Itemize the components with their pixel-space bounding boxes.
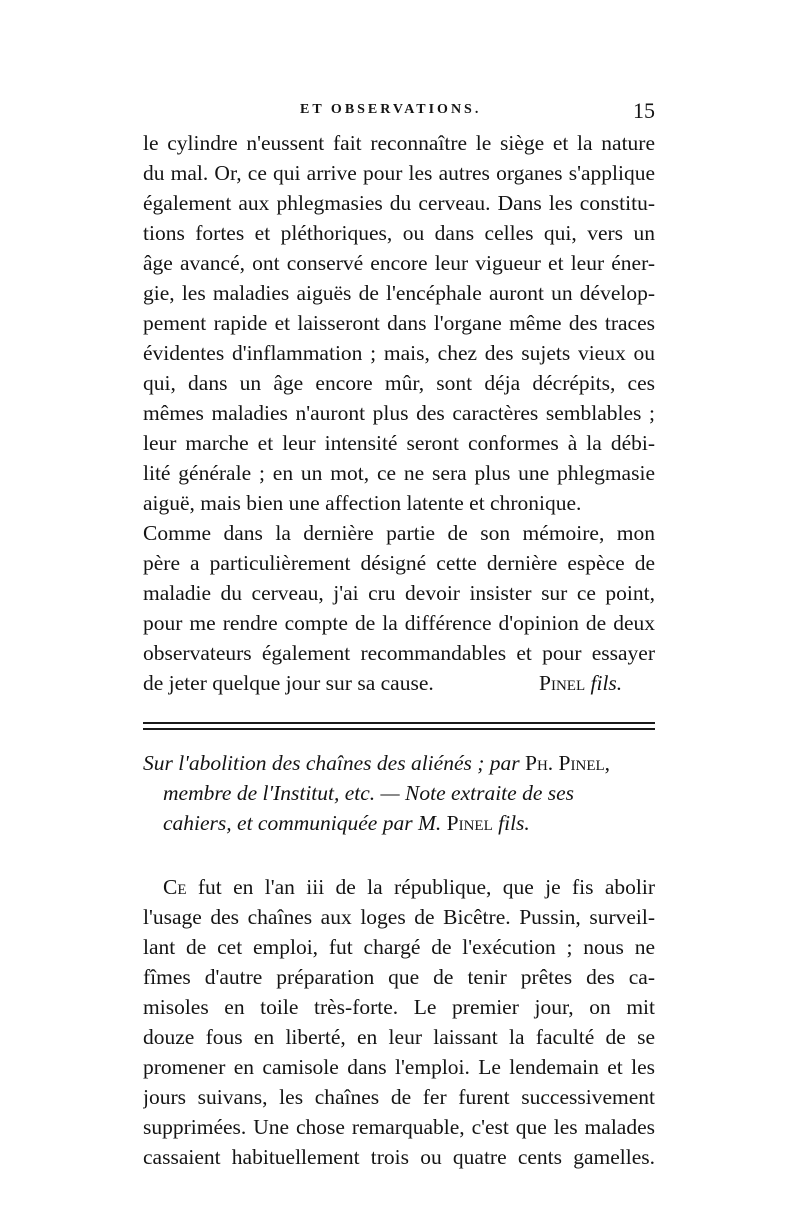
text-line: lant de cet emploi, fut chargé de l'exécution ; nous ne bbox=[143, 935, 655, 959]
title-line-3 bbox=[163, 808, 655, 838]
text-line: également aux phlegmasies du cerveau. Dans les constitu- bbox=[143, 191, 655, 215]
text-line: douze fous en liberté, en leur laissant la faculté de se bbox=[143, 1025, 655, 1049]
text-line: aiguë, mais bien une affection latente et chronique. bbox=[143, 491, 582, 515]
text-line: mêmes maladies n'auront plus des caractères semblables ; bbox=[143, 401, 655, 425]
section-divider-top bbox=[143, 722, 655, 724]
text-line: Comme dans la dernière partie de son mémoire, mon bbox=[143, 521, 655, 545]
closing-line bbox=[143, 668, 655, 698]
signature bbox=[539, 668, 622, 698]
text-line: qui, dans un âge encore mûr, sont déja décrépits, ces bbox=[143, 371, 655, 395]
opening-word: Ce bbox=[163, 875, 187, 899]
title-contributor: Pinel bbox=[446, 811, 493, 835]
text-line: pour me rendre compte de la différence d'opinion de deux bbox=[143, 611, 655, 635]
title-line-1 bbox=[143, 748, 655, 778]
page-number: 15 bbox=[633, 98, 655, 123]
text-line-first bbox=[163, 872, 655, 902]
title-author: Ph. Pinel bbox=[525, 751, 605, 775]
title-honorific: M. bbox=[417, 811, 442, 835]
running-title: ET OBSERVATIONS. bbox=[300, 102, 482, 117]
text-line: fîmes d'autre préparation que de tenir prêtes des ca- bbox=[143, 965, 655, 989]
text-line: cassaient habituellement trois ou quatre cents gamelles. bbox=[143, 1145, 655, 1169]
text-line: l'usage des chaînes aux loges de Bicêtre. Pussin, surveil- bbox=[143, 905, 655, 929]
text-line: observateurs également recommandables et pour essayer bbox=[143, 641, 655, 665]
text-line: pement rapide et laisseront dans l'organe même des traces bbox=[143, 311, 655, 335]
running-head bbox=[140, 100, 655, 124]
signature-name: Pinel bbox=[539, 671, 586, 695]
text-line: leur marche et leur intensité seront conformes à la débi- bbox=[143, 431, 655, 455]
text-line: évidentes d'inflammation ; mais, chez des sujets vieux ou bbox=[143, 341, 655, 365]
text-line: le cylindre n'eussent fait reconnaître le siège et la nature bbox=[143, 131, 655, 155]
title-line-2: membre de l'Institut, etc. — Note extraite de ses bbox=[163, 781, 575, 805]
title-comma: , bbox=[604, 751, 611, 775]
text-line: du mal. Or, ce qui arrive pour les autres organes s'applique bbox=[143, 161, 655, 185]
section-divider-bottom bbox=[143, 728, 655, 730]
title-line-1-text: Sur l'abolition des chaînes des aliénés ; par bbox=[143, 751, 526, 775]
text-line: misoles en toile très-forte. Le premier jour, on mit bbox=[143, 995, 655, 1019]
text-line: tions fortes et pléthoriques, ou dans celles qui, vers un bbox=[143, 221, 655, 245]
text-line: supprimées. Une chose remarquable, c'est que les malades bbox=[143, 1115, 655, 1139]
first-line-text: fut en l'an iii de la république, que je fis abolir bbox=[186, 875, 655, 899]
title-contributor-suffix: fils. bbox=[498, 811, 530, 835]
title-line-3-text: cahiers, et communiquée par bbox=[163, 811, 418, 835]
text-line: promener en camisole dans l'emploi. Le lendemain et les bbox=[143, 1055, 655, 1079]
text-line: lité générale ; en un mot, ce ne sera plus une phlegmasie bbox=[143, 461, 655, 485]
text-line: âge avancé, ont conservé encore leur vigueur et leur éner- bbox=[143, 251, 655, 275]
text-line: maladie du cerveau, j'ai cru devoir insister sur ce point, bbox=[143, 581, 655, 605]
text-line: jours suivans, les chaînes de fer furent successivement bbox=[143, 1085, 655, 1109]
text-line: père a particulièrement désigné cette dernière espèce de bbox=[143, 551, 655, 575]
closing-text: de jeter quelque jour sur sa cause. bbox=[143, 671, 434, 695]
text-line: gie, les maladies aiguës de l'encéphale auront un dévelop- bbox=[143, 281, 655, 305]
signature-suffix: fils. bbox=[590, 671, 623, 695]
